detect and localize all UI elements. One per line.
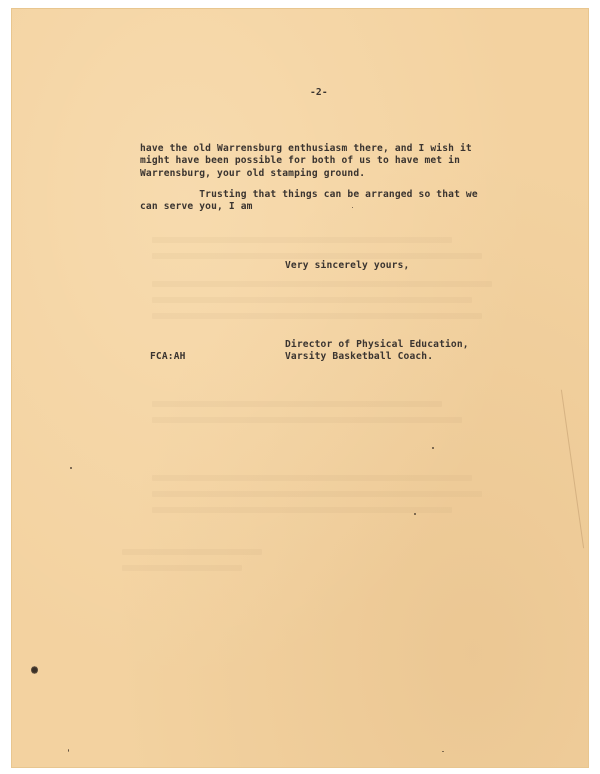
- complimentary-closing: Very sincerely yours,: [285, 260, 410, 271]
- bleed-through-line: [152, 237, 452, 243]
- paper-speck: [68, 749, 69, 752]
- text-line: might have been possible for both of us to have met in: [140, 155, 460, 167]
- bleed-through-line: [122, 565, 242, 571]
- bleed-through-line: [152, 417, 462, 423]
- paper-speck: [432, 447, 434, 449]
- bleed-through-line: [152, 401, 442, 407]
- body-paragraph-1: [140, 143, 472, 180]
- letter-page: [12, 9, 588, 767]
- paper-crease: [561, 390, 584, 549]
- ink-blot: [31, 666, 38, 674]
- signature-title-line: Director of Physical Education,: [285, 339, 469, 350]
- text-line: Warrensburg, your old stamping ground.: [140, 167, 366, 179]
- bleed-through-line: [122, 549, 262, 555]
- signature-title-line: Varsity Basketball Coach.: [285, 351, 434, 363]
- bleed-through-line: [152, 253, 482, 259]
- bleed-through-line: [152, 297, 472, 303]
- bleed-through-line: [152, 281, 492, 287]
- reference-initials: FCA:AH: [150, 351, 186, 362]
- text-line: have the old Warrensburg enthusiasm there, and I wish it: [140, 143, 472, 154]
- body-paragraph-2: [140, 189, 478, 214]
- bleed-through-line: [152, 491, 482, 497]
- signature-block: [285, 339, 469, 364]
- page-number: -2-: [310, 87, 328, 98]
- bleed-through-line: [152, 507, 452, 513]
- paper-speck: [442, 751, 444, 752]
- text-line: can serve you, I am: [140, 201, 253, 213]
- paper-speck: [414, 513, 416, 515]
- bleed-through-line: [152, 475, 472, 481]
- bleed-through-line: [152, 313, 482, 319]
- paper-speck: [70, 467, 72, 469]
- text-line: Trusting that things can be arranged so that we: [140, 189, 478, 200]
